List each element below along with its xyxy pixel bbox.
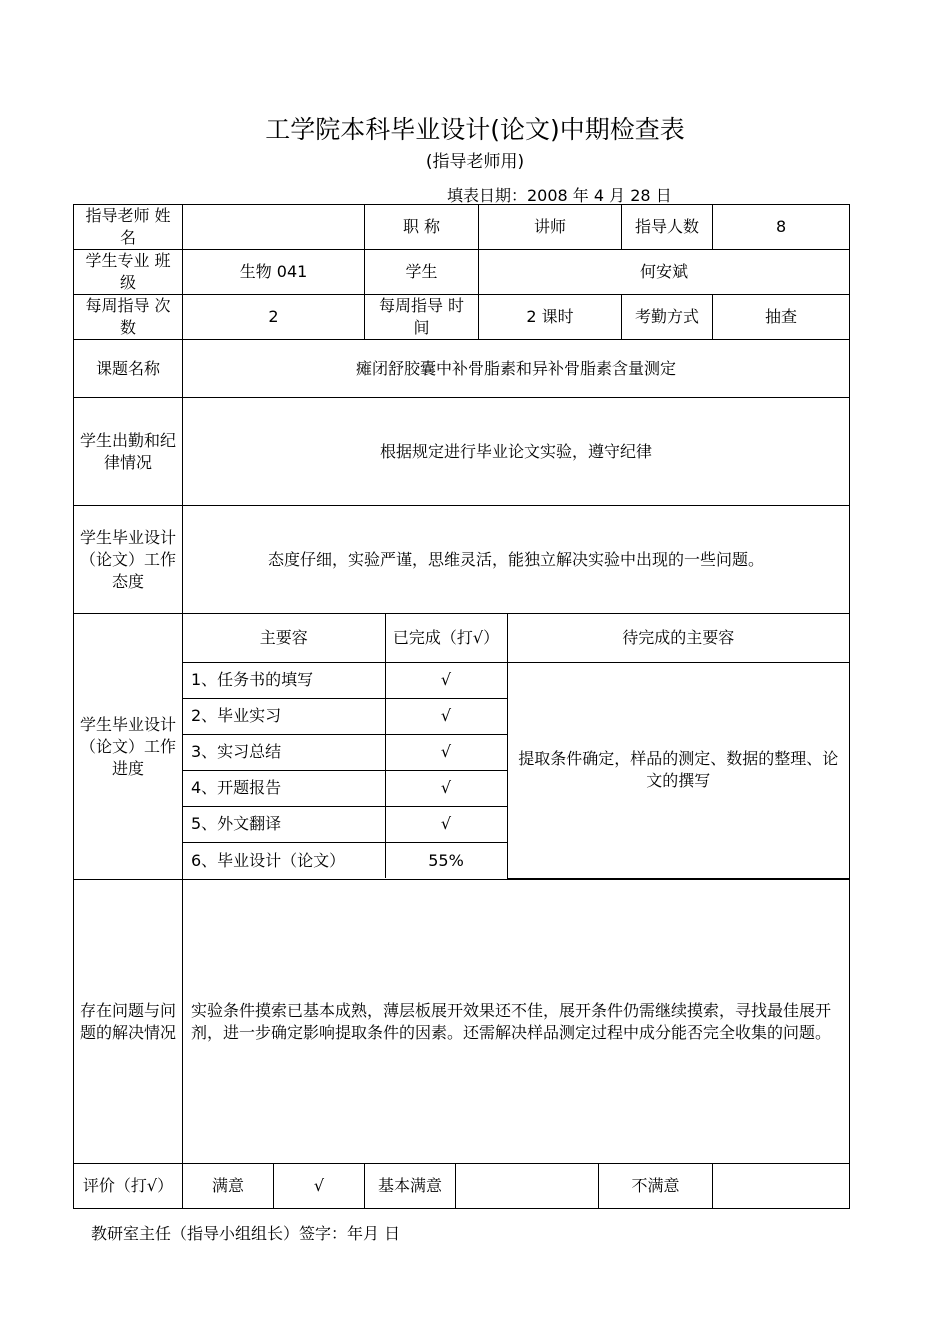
check-form-table — [73, 204, 850, 1209]
progress-item-done[interactable]: √ — [385, 806, 507, 842]
progress-item-name: 3、实习总结 — [183, 734, 385, 770]
progress-item-done[interactable]: √ — [385, 698, 507, 734]
col-done-header: 已完成（打√） — [385, 614, 507, 662]
progress-label: 学生毕业设计（论文）工作进度 — [74, 614, 183, 880]
eval-unsatisfied-label: 不满意 — [599, 1164, 713, 1209]
col-main-header: 主要容 — [183, 614, 385, 662]
attitude-value[interactable]: 态度仔细，实验严谨，思维灵活，能独立解决实验中出现的一些问题。 — [183, 506, 850, 614]
time-label: 每周指导 时间 — [365, 295, 479, 340]
progress-item-name: 4、开题报告 — [183, 770, 385, 806]
row-discipline — [74, 398, 850, 506]
progress-item-done[interactable]: √ — [385, 770, 507, 806]
row-teacher — [74, 205, 850, 250]
eval-satisfied-label: 满意 — [183, 1164, 274, 1209]
progress-item-name: 1、任务书的填写 — [183, 662, 385, 698]
teacher-label: 指导老师 姓 名 — [74, 205, 183, 250]
count-label: 指导人数 — [622, 205, 713, 250]
attitude-label: 学生毕业设计（论文）工作态度 — [74, 506, 183, 614]
topic-value[interactable]: 瘫闭舒胶囊中补骨脂素和异补骨脂素含量测定 — [183, 340, 850, 398]
issues-value[interactable]: 实验条件摸索已基本成熟，薄层板展开效果还不佳，展开条件仍需继续摸索，寻找最佳展开剂，进一步确定影响提取条件的因素。还需解决样品测定过程中成分能否完全收集的问题。 — [183, 880, 850, 1164]
title-value[interactable]: 讲师 — [479, 205, 622, 250]
page-title: 工学院本科毕业设计(论文)中期检查表 — [265, 115, 685, 144]
progress-cell — [183, 614, 850, 880]
pending-work[interactable]: 提取条件确定，样品的测定、数据的整理、论文的撰写 — [507, 662, 849, 878]
row-frequency — [74, 295, 850, 340]
issues-label: 存在问题与问题的解决情况 — [74, 880, 183, 1164]
row-evaluation — [74, 1164, 850, 1209]
progress-item-done[interactable]: √ — [385, 734, 507, 770]
evaluation-label: 评价（打√） — [74, 1164, 183, 1209]
freq-value[interactable]: 2 — [183, 295, 365, 340]
student-label: 学生 — [365, 250, 479, 295]
progress-item-done[interactable]: 55% — [385, 842, 507, 878]
row-topic — [74, 340, 850, 398]
row-class — [74, 250, 850, 295]
eval-basic-mark[interactable] — [456, 1164, 599, 1209]
eval-satisfied-mark[interactable]: √ — [274, 1164, 365, 1209]
eval-unsatisfied-mark[interactable] — [713, 1164, 850, 1209]
progress-item-done[interactable]: √ — [385, 662, 507, 698]
discipline-value[interactable]: 根据规定进行毕业论文实验，遵守纪律 — [183, 398, 850, 506]
teacher-value[interactable] — [183, 205, 365, 250]
count-value[interactable]: 8 — [713, 205, 850, 250]
progress-item-row — [183, 662, 849, 698]
progress-table — [183, 614, 849, 879]
row-attitude — [74, 506, 850, 614]
title-label: 职 称 — [365, 205, 479, 250]
progress-item-name: 2、毕业实习 — [183, 698, 385, 734]
col-pending-header: 待完成的主要容 — [507, 614, 849, 662]
progress-header-row — [183, 614, 849, 662]
student-value[interactable]: 何安斌 — [479, 250, 850, 295]
page-subtitle: (指导老师用) — [425, 152, 525, 172]
row-progress — [74, 614, 850, 880]
time-value[interactable]: 2 课时 — [479, 295, 622, 340]
row-issues — [74, 880, 850, 1164]
class-value[interactable]: 生物 041 — [183, 250, 365, 295]
freq-label: 每周指导 次数 — [74, 295, 183, 340]
topic-label: 课题名称 — [74, 340, 183, 398]
discipline-label: 学生出勤和纪律情况 — [74, 398, 183, 506]
progress-item-name: 6、毕业设计（论文） — [183, 842, 385, 878]
attend-value[interactable]: 抽查 — [713, 295, 850, 340]
eval-basic-label: 基本满意 — [365, 1164, 456, 1209]
attend-label: 考勤方式 — [622, 295, 713, 340]
fill-date: 填表日期：2008 年 4 月 28 日 — [447, 186, 672, 205]
signature-line: 教研室主任（指导小组组长）签字：年月 日 — [91, 1224, 401, 1243]
progress-item-name: 5、外文翻译 — [183, 806, 385, 842]
class-label: 学生专业 班级 — [74, 250, 183, 295]
